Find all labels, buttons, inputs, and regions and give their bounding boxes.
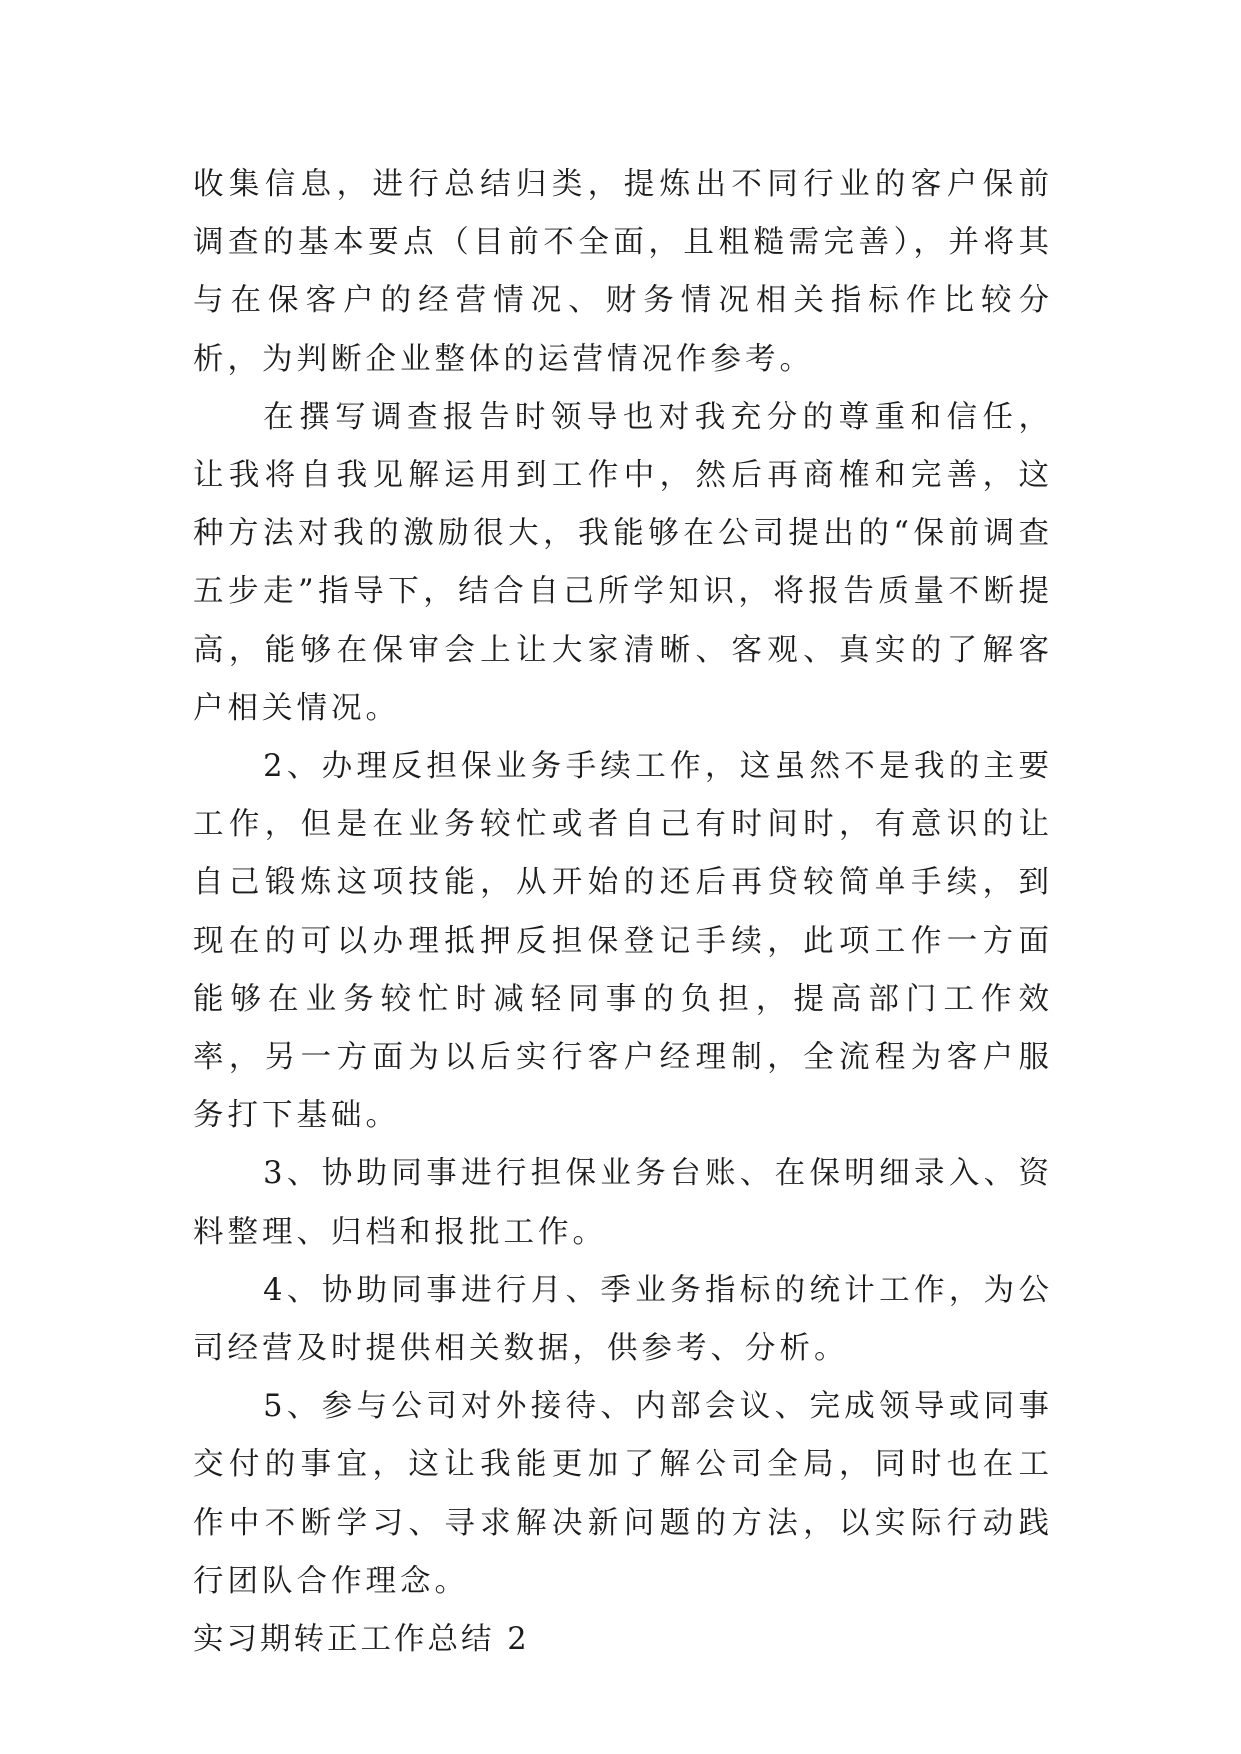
paragraph-report-writing: 在撰写调查报告时领导也对我充分的尊重和信任，让我将自我见解运用到工作中，然后再商榷和完善，这种方法对我的激励很大，我能够在公司提出的“保前调查五步走”指导下，结合自己所学知识，将报告质量不断提高，能够在保审会上让大家清晰、客观、真实的了解客户相关情况。 (193, 399, 1053, 726)
section-heading: 实习期转正工作总结 2 (193, 1622, 530, 1658)
paragraph-item-4: 4、协助同事进行月、季业务指标的统计工作，为公司经营及时提供相关数据，供参考、分析。 (193, 1272, 1053, 1367)
document-body (193, 156, 1053, 1669)
paragraph-item-5: 5、参与公司对外接待、内部会议、完成领导或同事交付的事宜，这让我能更加了解公司全局，同时也在工作中不断学习、寻求解决新问题的方法，以实际行动践行团队合作理念。 (193, 1389, 1053, 1599)
paragraph-intro: 收集信息，进行总结归类，提炼出不同行业的客户保前调查的基本要点（目前不全面，且粗糙需完善），并将其与在保客户的经营情况、财务情况相关指标作比较分析，为判断企业整体的运营情况作参考。 (193, 167, 1053, 377)
paragraph-item-2: 2、办理反担保业务手续工作，这虽然不是我的主要工作，但是在业务较忙或者自己有时间时，有意识的让自己锻炼这项技能，从开始的还后再贷较简单手续，到现在的可以办理抵押反担保登记手续，此项工作一方面能够在业务较忙时减轻同事的负担，提高部门工作效率，另一方面为以后实行客户经理制，全流程为客户服务打下基础。 (193, 749, 1053, 1134)
paragraph-item-3: 3、协助同事进行担保业务台账、在保明细录入、资料整理、归档和报批工作。 (193, 1156, 1053, 1250)
